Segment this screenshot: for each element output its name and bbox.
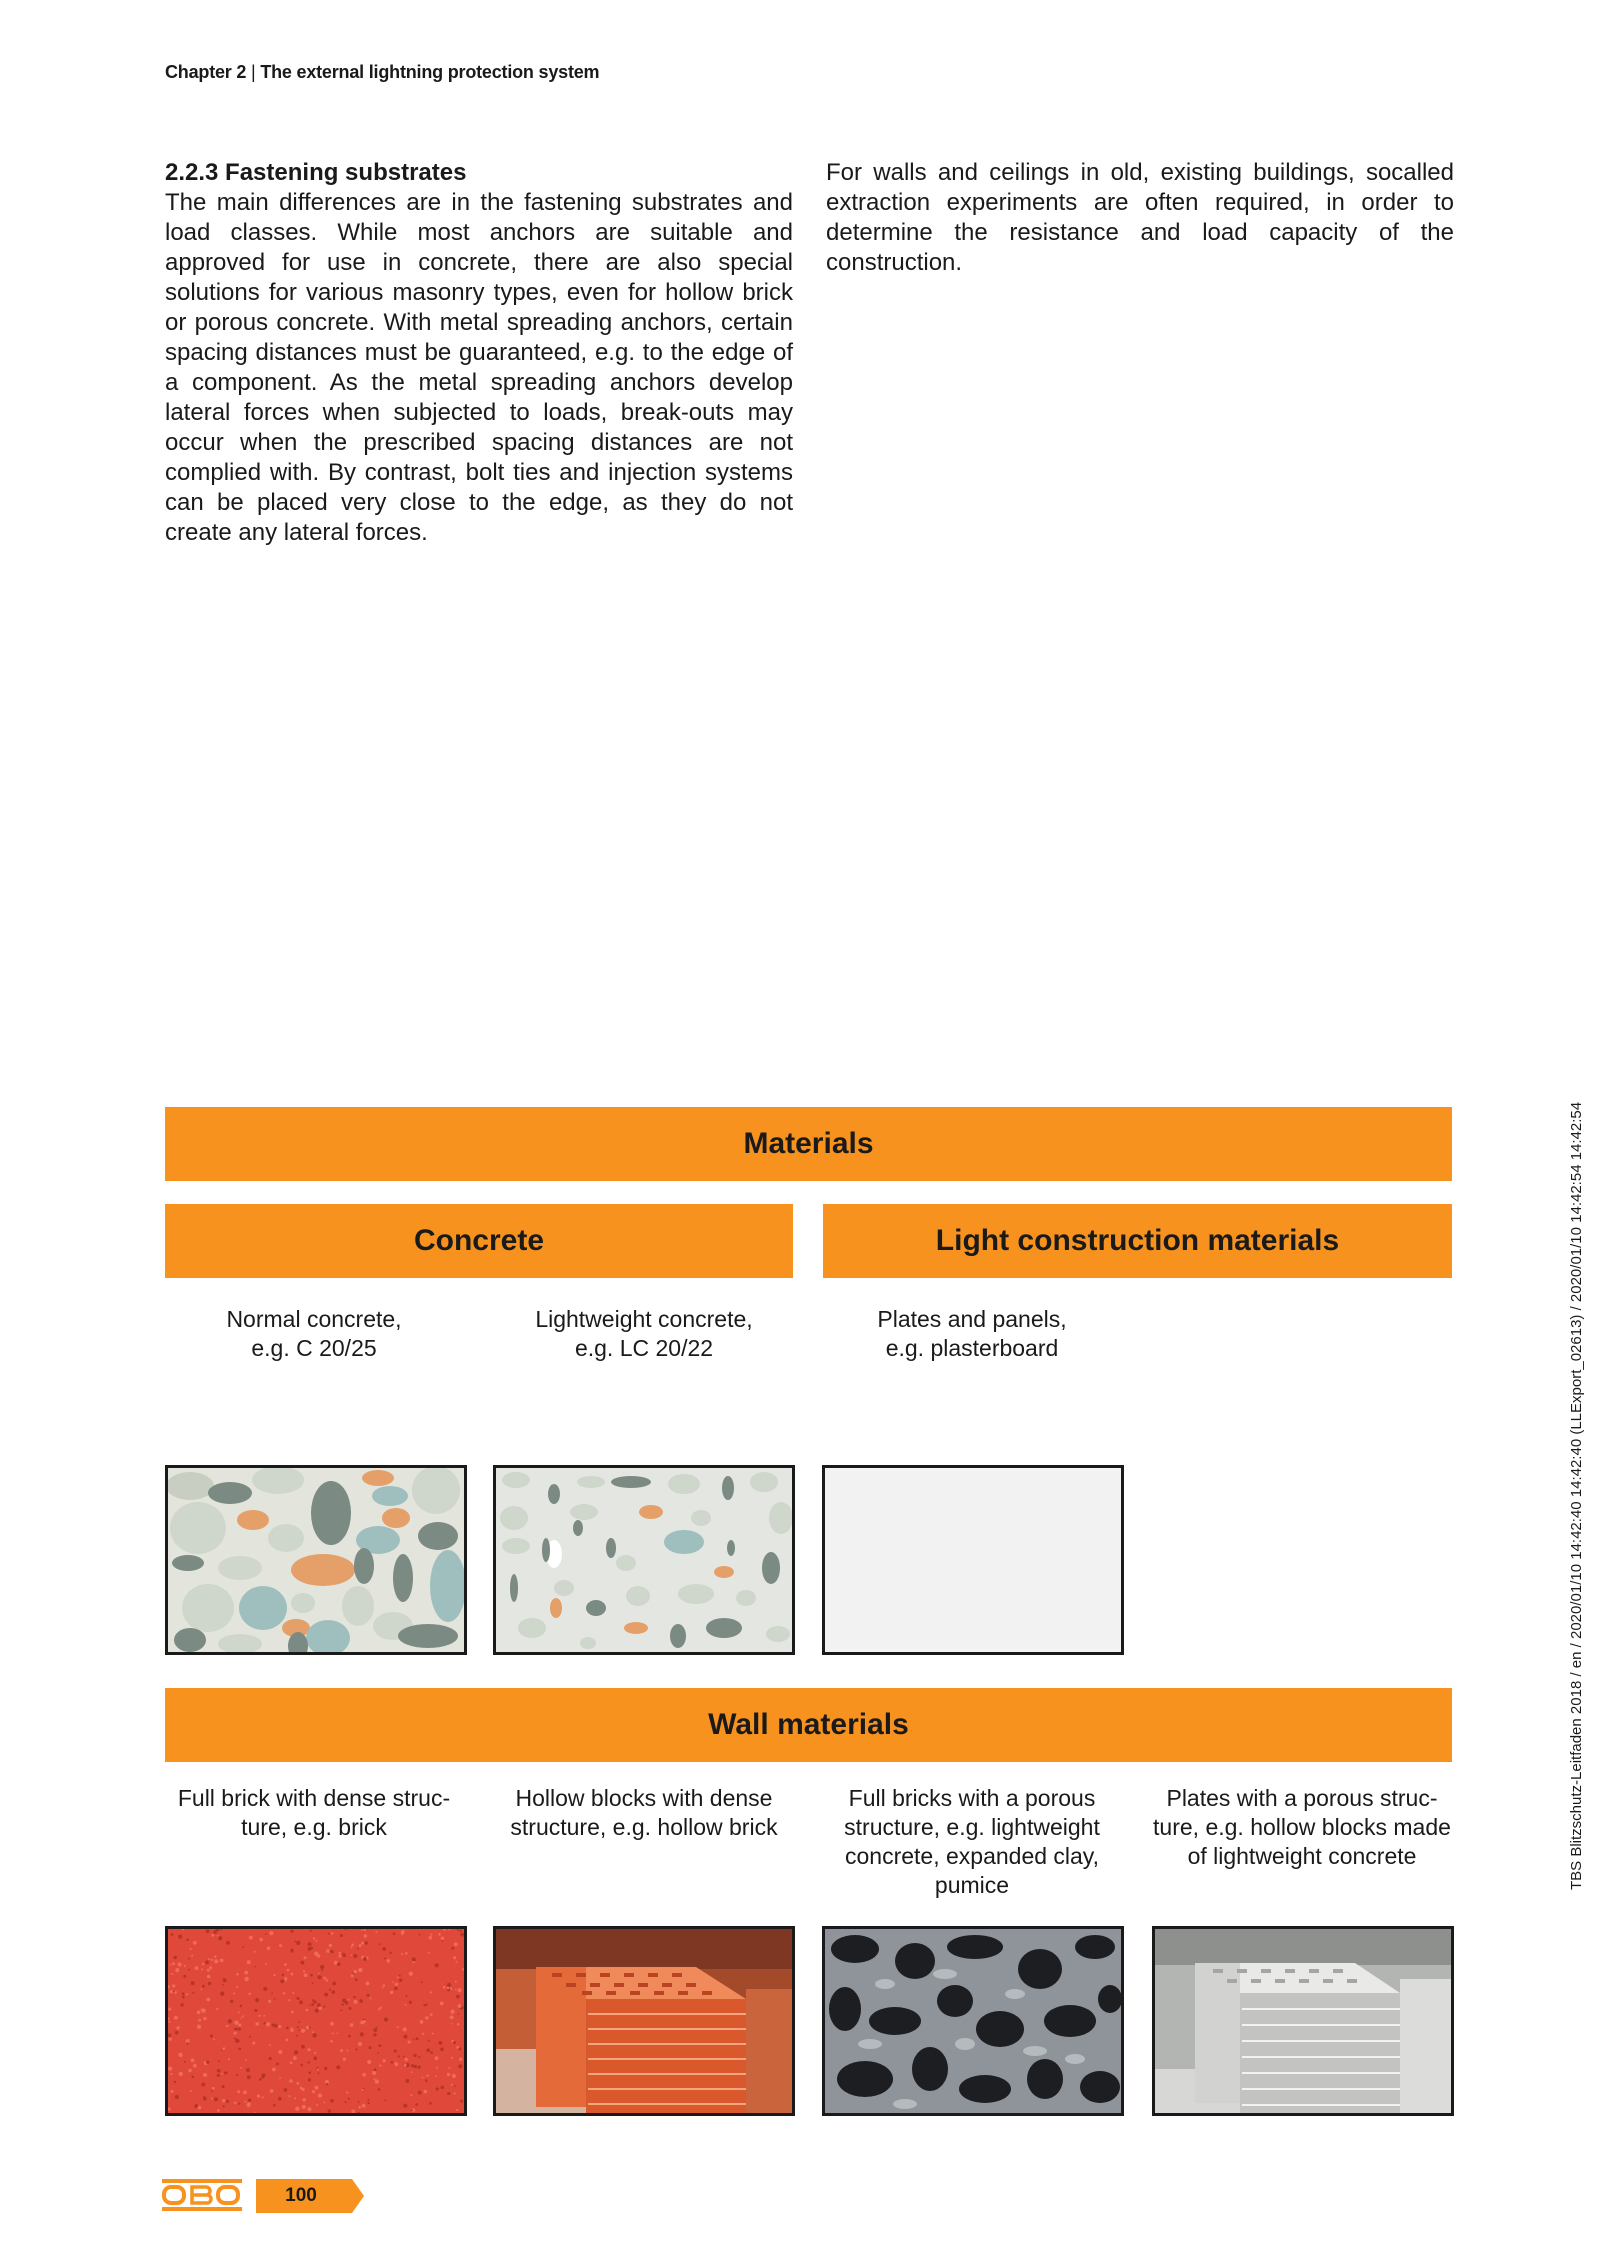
light-materials-title: Light construction materials [935,1224,1340,1257]
caption-line: e.g. plasterboard [885,1335,1059,1361]
text-column-right [826,158,1454,278]
concrete-title: Concrete [413,1224,545,1257]
section-paragraph-left: The main differences are in the fastening substrates and load classes. While most anchors are suitable and approved for use in concrete, there are also special solutions for various masonry types, even for hollow brick or porous concrete. With metal spreading anchors, certain spacing distances must be guaranteed, e.g. to the edge of a component. As the metal spreading anchors develop lateral forces when subjected to loads, break-outs may occur when the prescribed spacing distances are not complied with. By contrast, bolt ties and injection systems can be placed very close to the edge, as they do not create any lateral forces. [165,189,793,546]
wall-materials-title: Wall materials [708,1708,909,1741]
chapter-label: Chapter 2 [165,62,247,82]
materials-title: Materials [743,1127,874,1160]
caption-porous-plates: Plates with a porous structure, e.g. hollow blocks made of lightweight concrete [1153,1785,1451,1869]
caption-porous-bricks: Full bricks with a porous structure, e.g. lightweight concrete, expanded clay, pumice [844,1785,1100,1898]
caption-line: Plates and panels, [877,1306,1067,1332]
caption-lightweight-concrete [494,1305,794,1363]
concrete-header-bar [165,1204,793,1278]
hollow-brick-image [493,1926,795,2116]
text-column-left [165,158,793,548]
caption-hollow-blocks: Hollow blocks with dense structure, e.g. hollow brick [510,1785,778,1840]
page-number: 100 [285,2185,317,2206]
caption-normal-concrete [164,1305,464,1363]
lightweight-concrete-image [493,1465,795,1655]
obo-logo-icon [162,2177,242,2213]
section-paragraph-right: For walls and ceilings in old, existing buildings, socalled extraction experiments are often required, in order to determine the resistance and load capacity of the construction. [826,159,1454,276]
lightweight-block-image [1152,1926,1454,2116]
materials-header-bar [165,1107,1452,1181]
caption-line: Normal concrete, [226,1306,402,1332]
section-title: 2.2.3 Fastening substrates [165,159,467,186]
chapter-separator: | [246,62,261,82]
caption-line: e.g. C 20/25 [251,1335,377,1361]
print-metadata-note: TBS Blitzschutz-Leitfaden 2018 / en / 2020/01/10 14:42:40 14:42:40 (LLExport_02613) / 2020/01/10 14:42:54 14:42:54 [1568,1101,1585,1890]
chapter-header [165,62,599,83]
chapter-title: The external lightning protection system [260,62,600,82]
normal-concrete-image [165,1465,467,1655]
caption-full-brick: Full brick with dense structure, e.g. brick [177,1785,451,1840]
caption-line: e.g. LC 20/22 [574,1335,714,1361]
pumice-image [822,1926,1124,2116]
caption-line: Lightweight concrete, [535,1306,753,1332]
plasterboard-image [822,1465,1124,1655]
caption-plasterboard [822,1305,1122,1363]
full-brick-image [165,1926,467,2116]
light-materials-header-bar [823,1204,1452,1278]
wall-materials-header-bar [165,1688,1452,1762]
